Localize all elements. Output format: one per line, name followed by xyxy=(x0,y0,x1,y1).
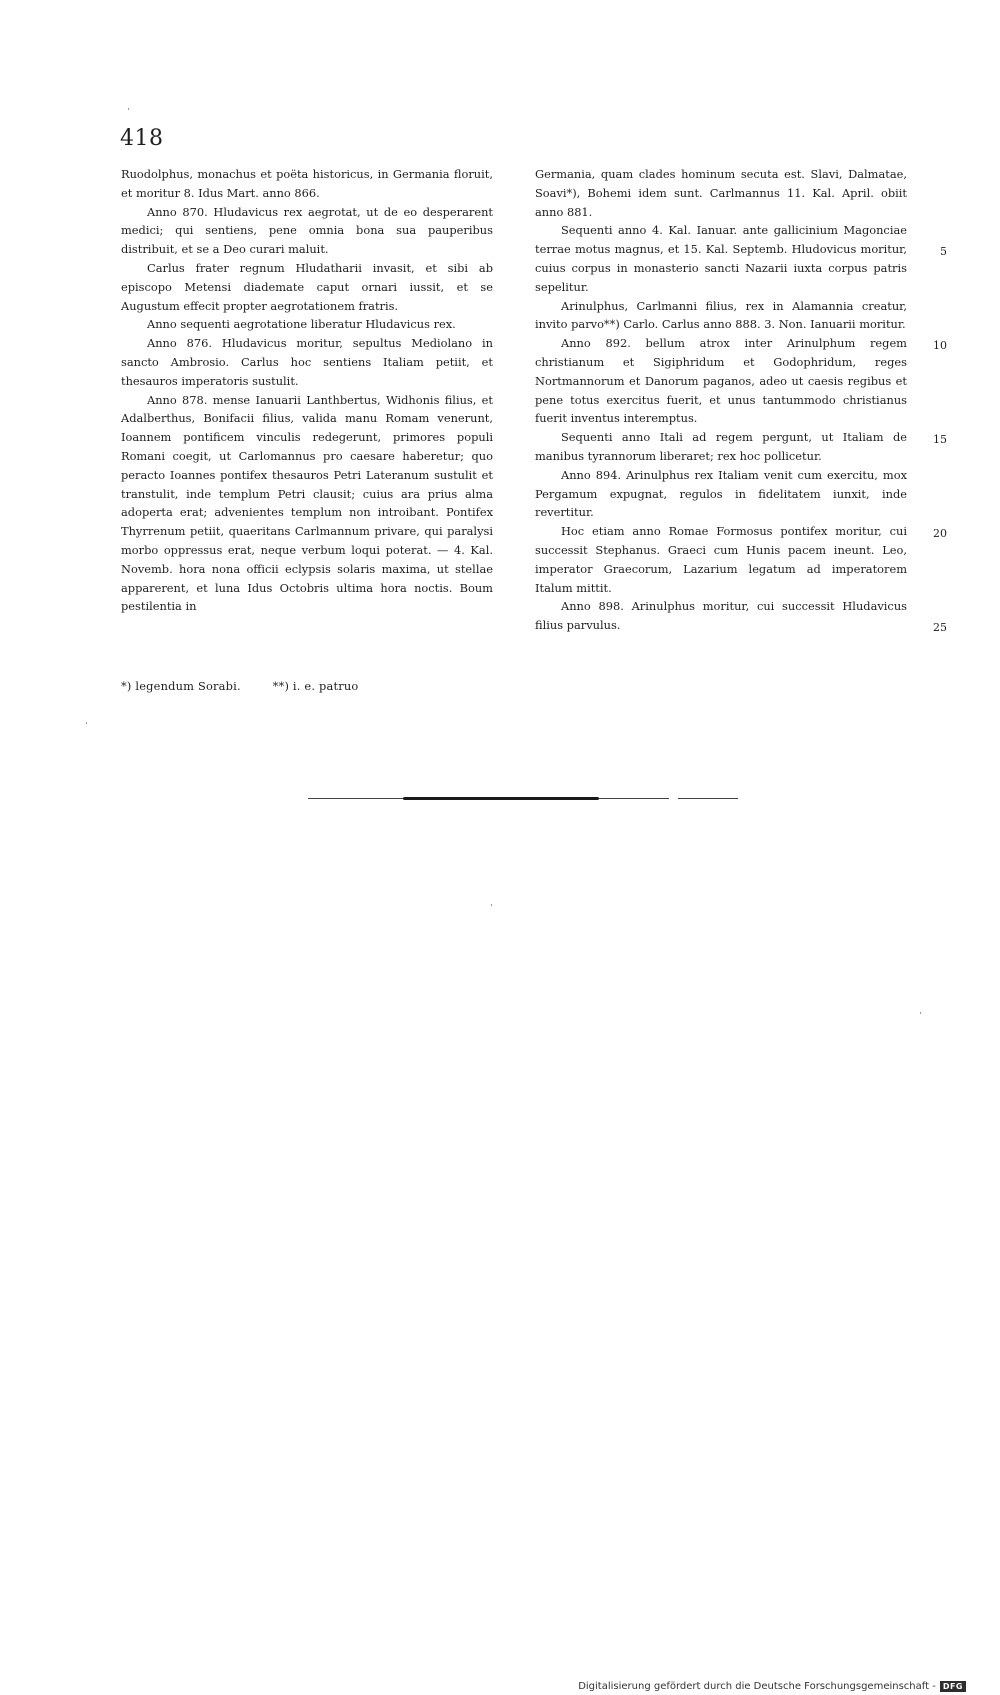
page-number: 418 xyxy=(120,126,164,151)
paragraph: Anno 894. Arinulphus rex Italiam venit cum exercitu, mox Pergamum expugnat, regulos in fidelitatem iunxit, inde revertitur. xyxy=(535,467,907,520)
paragraph: Germania, quam clades hominum secuta est. Slavi, Dalmatae, Soavi*), Bohemi idem sunt. Carlmannus 11. Kal. April. obiit anno 881. xyxy=(535,167,907,219)
line-number: 20 xyxy=(933,527,947,540)
dfg-logo: DFG xyxy=(940,1681,966,1692)
line-number: 25 xyxy=(933,621,947,634)
line-number: 5 xyxy=(940,245,947,258)
paragraph: Carlus frater regnum Hludatharii invasit, et sibi ab episcopo Metensi diademate caput ornari iussit, et se Augustum effecit propter aegrotationem fratris. xyxy=(121,260,493,313)
paragraph: Anno 876. Hludavicus moritur, sepultus Mediolano in sancto Ambrosio. Carlus hoc sentiens Italiam petiit, et thesauros imperatoris sustulit. xyxy=(121,336,493,388)
footnotes xyxy=(121,679,386,693)
paragraph: Anno 898. Arinulphus moritur, cui successit Hludavicus filius parvulus. xyxy=(535,599,907,633)
scan-speck xyxy=(128,108,129,110)
footer-text: Digitalisierung gefördert durch die Deutsche Forschungsgemeinschaft - xyxy=(578,1681,936,1692)
paragraph: Arinulphus, Carlmanni filius, rex in Alamannia creatur, invito parvo**) Carlo. Carlus anno 888. 3. Non. Ianuarii moritur. xyxy=(535,298,907,332)
paragraph: Sequenti anno 4. Kal. Ianuar. ante gallicinium Magonciae terrae motus magnus, et 15. Kal. Septemb. Hludovicus moritur, cuius corpus in monasterio sancti Nazarii iuxta corpus patris sepelitur. xyxy=(535,223,907,294)
paragraph: Sequenti anno Itali ad regem pergunt, ut Italiam de manibus tyrannorum liberaret; rex hoc pollicetur. xyxy=(535,430,907,463)
left-column xyxy=(121,165,493,616)
paragraph: Anno 878. mense Ianuarii Lanthbertus, Widhonis filius, et Adalberthus, Bonifacii filius, valida manu Romam venerunt, Ioannem pontificem vinculis redegerunt, primores populi Romani coegit, ut Carlomannus pro caesare haberetur; quo peracto Ioannes pontifex thesauros Petri Lateranum sustulit et transtulit, inde templum Petri clausit; cuius ara prius alma adoperta erat; advenientes templum non introibant. Pontifex Thyrrenum petiit, quaeritans Carlmannum privare, qui paralysi morbo oppressus erat, neque verbum loqui poterat. — 4. Kal. Novemb. hora nona officii eclypsis solaris maxima, ut stellae apparerent, et luna Idus Octobris ultima hora noctis. Boum pestilentia in xyxy=(121,392,493,614)
paragraph: Anno sequenti aegrotatione liberatur Hludavicus rex. xyxy=(147,317,456,332)
line-number: 10 xyxy=(933,339,947,352)
line-number: 15 xyxy=(933,433,947,446)
footer xyxy=(578,1681,966,1692)
paragraph: Ruodolphus, monachus et poëta historicus, in Germania floruit, et moritur 8. Idus Mart. anno 866. xyxy=(121,167,493,200)
right-column xyxy=(535,165,907,635)
scan-speck xyxy=(920,1012,921,1014)
footnote: **) i. e. patruo xyxy=(272,679,359,693)
paragraph: Hoc etiam anno Romae Formosus pontifex moritur, cui successit Stephanus. Graeci cum Hunis pacem ineunt. Leo, imperator Graecorum, Lazarium legatum ad imperatorem Italum mittit. xyxy=(535,524,907,595)
scan-speck xyxy=(491,904,492,906)
end-rule xyxy=(308,797,738,800)
paragraph: Anno 892. bellum atrox inter Arinulphum regem christianum et Sigiphridum et Godophridum, reges Nortmannorum et Danorum paganos, adeo ut caesis regibus et pene totus exercitus fuerit, et unus tantummodo christianus fuerit inventus interemptus. xyxy=(535,336,907,426)
footnote: *) legendum Sorabi. xyxy=(121,679,241,693)
paragraph: Anno 870. Hludavicus rex aegrotat, ut de eo desperarent medici; qui sentiens, pene omnia bona sua pauperibus distribuit, et se a Deo curari maluit. xyxy=(121,204,493,257)
scan-speck xyxy=(86,722,87,724)
